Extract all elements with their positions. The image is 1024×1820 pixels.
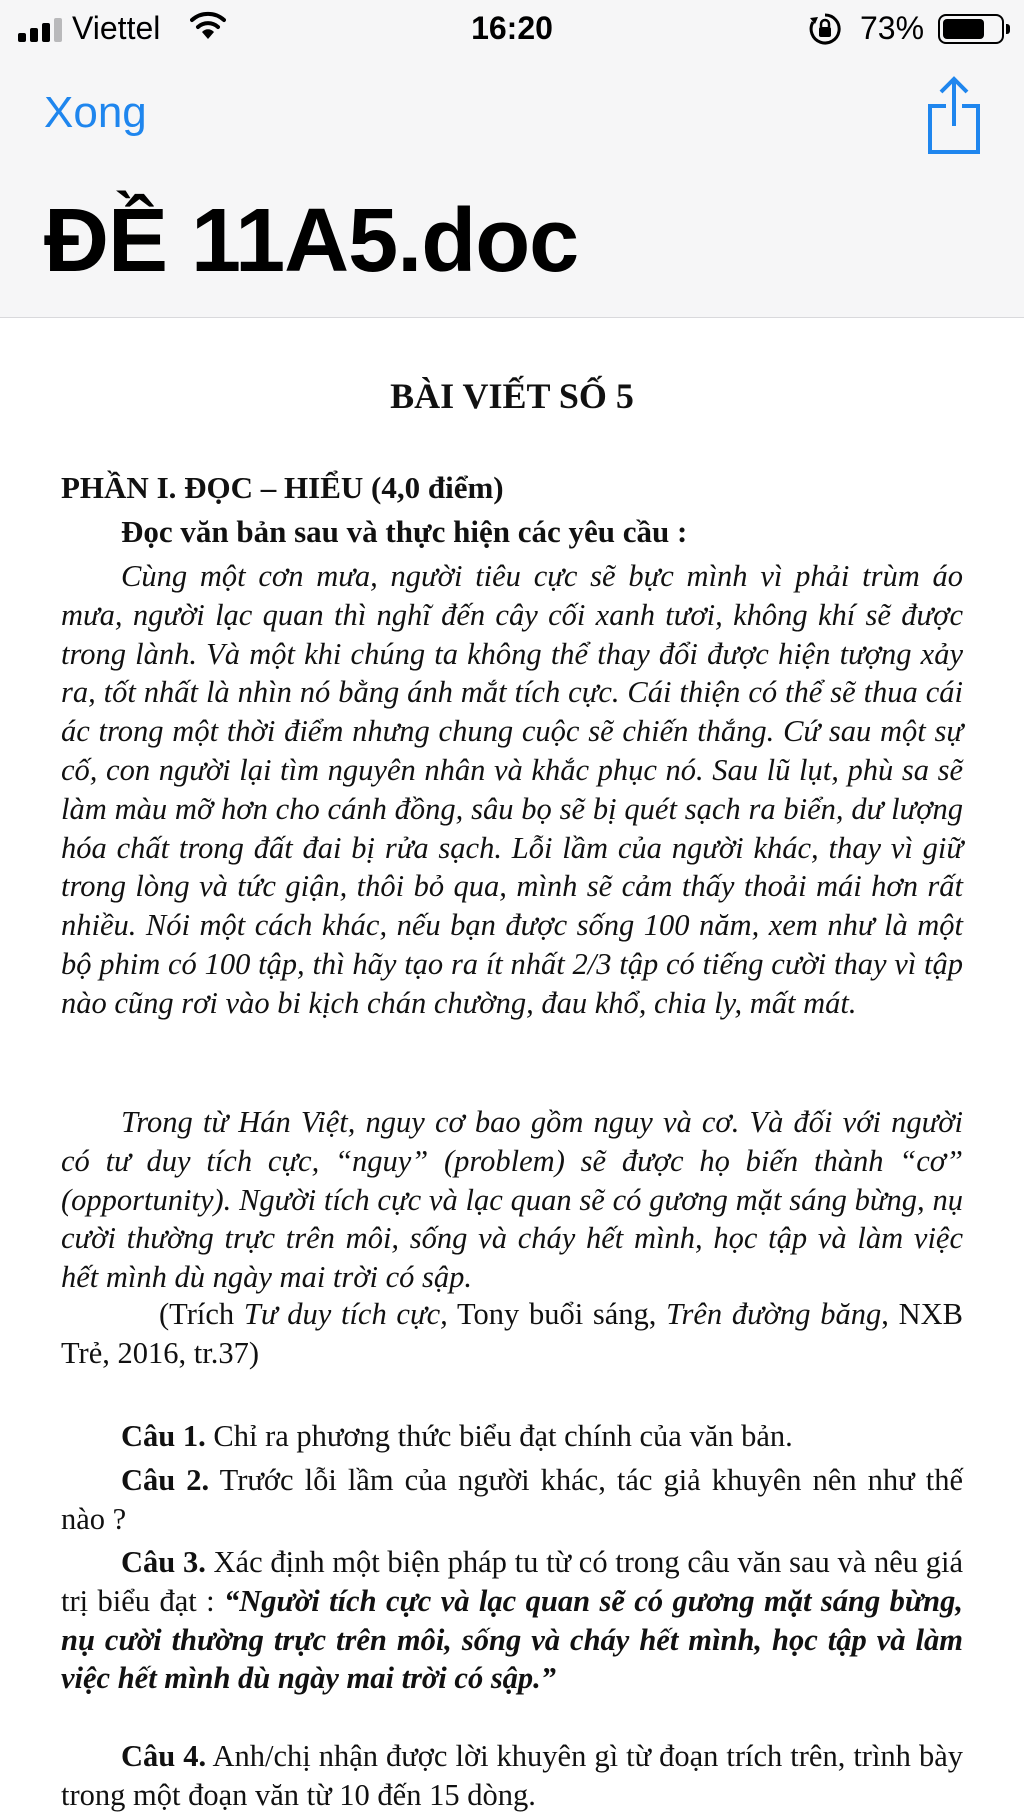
quoted-sentence: “Người tích cực và lạc quan sẽ có gương mặt sáng bừng, nụ cười thường trực trên môi, sống và cháy hết mình, học tập và làm việc hết mình dù ngày mai trời có sập.” (61, 1583, 963, 1696)
passage-paragraph-2: Trong từ Hán Việt, nguy cơ bao gồm nguy và cơ. Và đối với người có tư duy tích cực, “nguy” (problem) sẽ được họ biến thành “cơ” (opportunity). Người tích cực và lạc quan sẽ có gương mặt sáng bừng, nụ cười thường trực trên môi, sống và cháy hết mình, học tập và làm việc hết mình dù ngày mai trời có sập. (61, 1105, 963, 1295)
navigation-header (0, 0, 1024, 318)
question-2: Câu 2. Trước lỗi lầm của người khác, tác giả khuyên nên như thế nào ? (61, 1463, 963, 1536)
instruction-text: Đọc văn bản sau và thực hiện các yêu cầu : (121, 514, 688, 549)
document-viewer[interactable] (0, 319, 1024, 1820)
question-3: Câu 3. Xác định một biện pháp tu từ có trong câu văn sau và nêu giá trị biểu đạt : “Người tích cực và lạc quan sẽ có gương mặt sáng bừng, nụ cười thường trực trên môi, sống và cháy hết mình, học tập và làm việc hết mình dù ngày mai trời có sập.” (61, 1545, 963, 1696)
document-title: ĐỀ 11A5.doc (44, 191, 579, 291)
question-4: Câu 4. Anh/chị nhận được lời khuyên gì từ đoạn trích trên, trình bày trong một đoạn văn từ 10 đến 15 dòng. (61, 1739, 963, 1812)
question-1: Câu 1. Chỉ ra phương thức biểu đạt chính của văn bản. (121, 1419, 793, 1453)
battery-percentage: 73% (860, 10, 925, 46)
status-bar (0, 0, 1024, 56)
share-icon[interactable] (924, 76, 984, 156)
citation: (Trích Tư duy tích cực, Tony buổi sáng, Trên đường băng, NXB Trẻ, 2016, tr.37) (61, 1297, 963, 1370)
battery-icon (938, 14, 1004, 44)
passage-paragraph-1: Cùng một cơn mưa, người tiêu cực sẽ bực mình vì phải trùm áo mưa, người lạc quan thì nghĩ đến cây cối xanh tươi, không khí sẽ được trong lành. Và một khi chúng ta không thể thay đổi được hiện tượng xảy ra, tốt nhất là nhìn nó bằng ánh mắt tích cực. Cái thiện có thể sẽ thua cái ác trong một thời điểm nhưng chung cuộc sẽ chiến thắng. Cứ sau một sự cố, con người lại tìm nguyên nhân và khắc phục nó. Sau lũ lụt, phù sa sẽ làm màu mỡ hơn cho cánh đồng, sâu bọ sẽ bị quét sạch ra biển, dư lượng hóa chất trong đất đai bị rửa sạch. Lỗi lầm của người khác, thay vì giữ trong lòng và tức giận, thôi bỏ qua, mình sẽ cảm thấy thoải mái hơn rất nhiều. Nói một cách khác, nếu bạn được sống 100 năm, xem như là một bộ phim có 100 tập, thì hãy tạo ra ít nhất 2/3 tập có tiếng cười thay vì tập nào cũng rơi vào bi kịch chán chường, đau khổ, chia ly, mất mát. (61, 559, 963, 1020)
part-title: PHẦN I. ĐỌC – HIỂU (4,0 điểm) (61, 470, 504, 505)
carrier-name: Viettel (72, 10, 161, 46)
status-time: 16:20 (471, 10, 553, 46)
document-heading: BÀI VIẾT SỐ 5 (390, 376, 634, 416)
done-button[interactable]: Xong (44, 88, 147, 137)
orientation-lock-icon (808, 12, 842, 46)
battery-level (943, 19, 984, 39)
